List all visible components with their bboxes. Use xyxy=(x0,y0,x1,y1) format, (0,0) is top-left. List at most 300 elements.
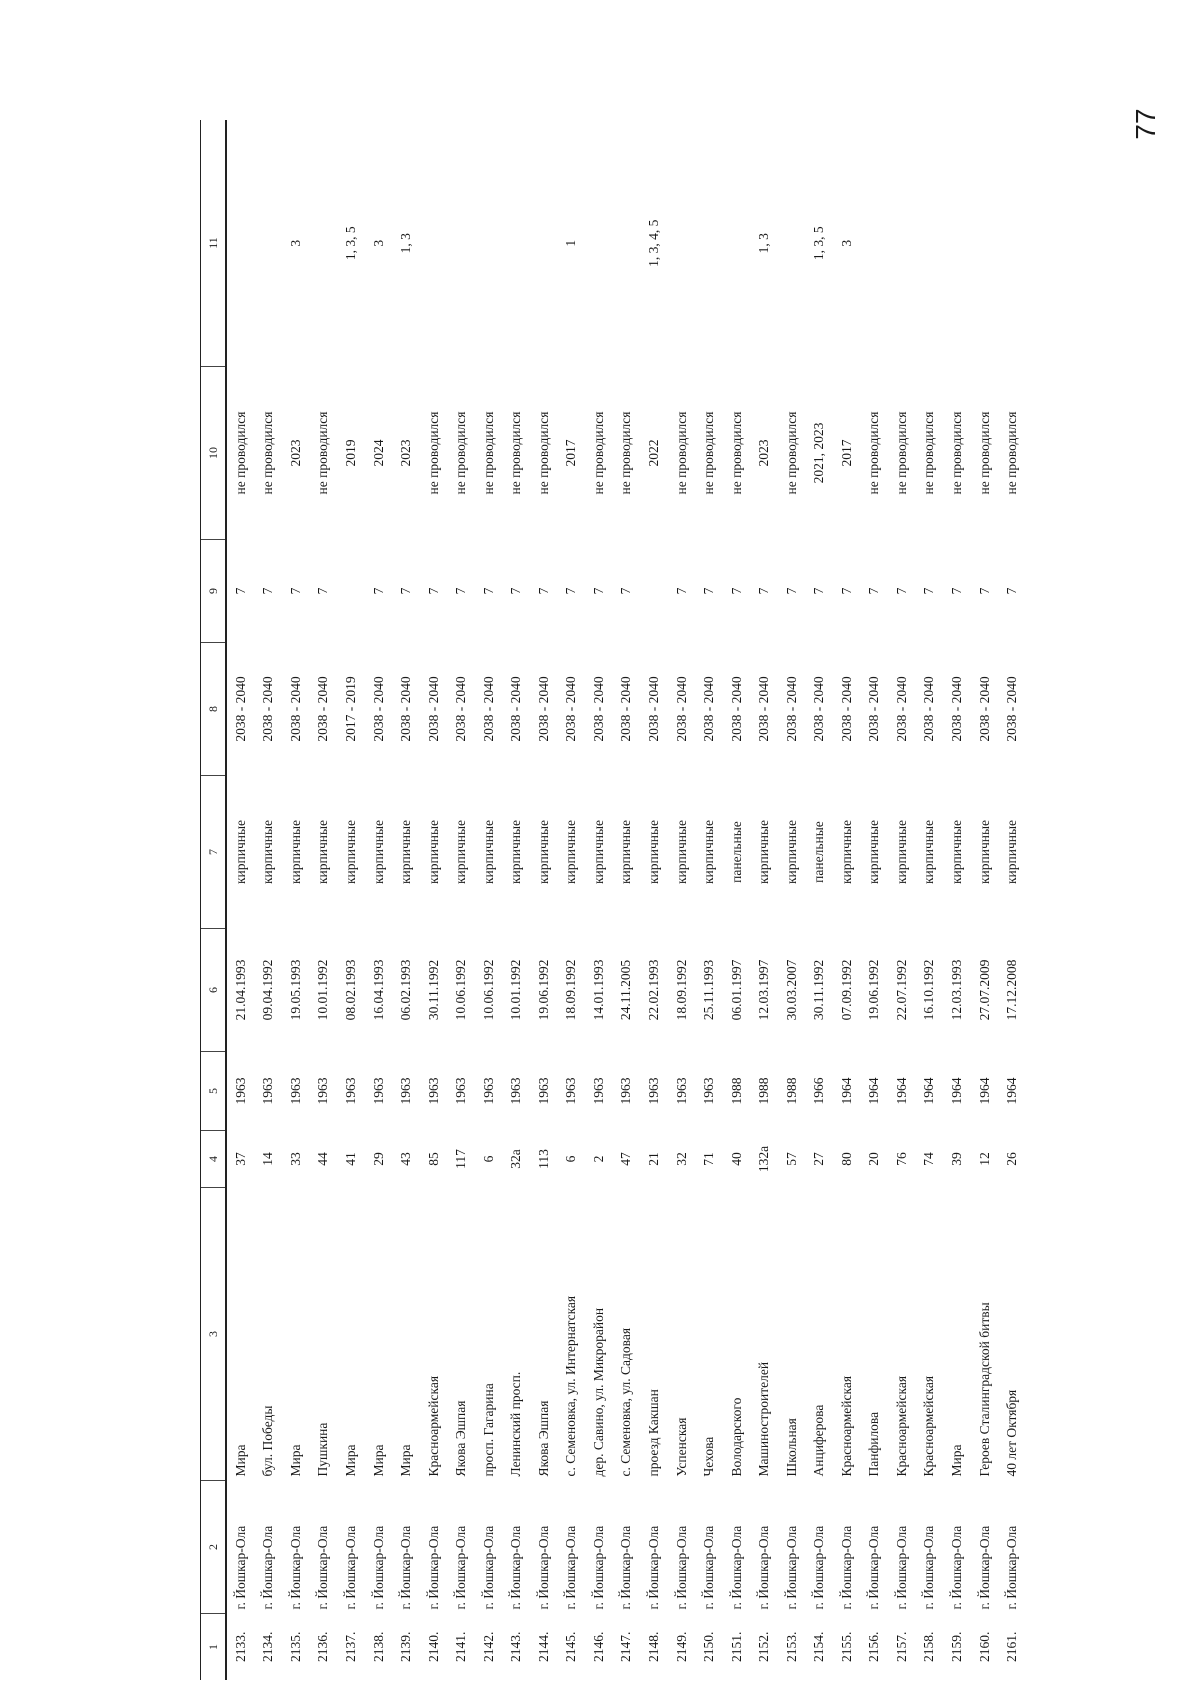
street-cell: проезд Какшан xyxy=(645,1389,661,1477)
city-cell: г. Йошкар-Ола xyxy=(370,1525,386,1610)
date-cell: 14.01.1993 xyxy=(590,959,606,1021)
date-cell: 10.01.1992 xyxy=(315,959,331,1021)
last-repair-cell: 2021, 2023 xyxy=(811,422,827,484)
last-repair-cell: не проводился xyxy=(673,411,689,495)
table-row xyxy=(558,120,586,1680)
last-repair-cell: не проводился xyxy=(1004,411,1020,495)
city-cell: г. Йошкар-Ола xyxy=(342,1525,358,1610)
row-number: 2135. xyxy=(287,1631,303,1662)
year-cell: 1963 xyxy=(508,1077,524,1105)
date-cell: 10.06.1992 xyxy=(453,959,469,1021)
wall-material-cell: кирпичные xyxy=(563,819,579,885)
planned-period-cell: 2038 - 2040 xyxy=(563,676,579,742)
table-row xyxy=(888,120,916,1680)
last-repair-cell: 2023 xyxy=(398,439,414,467)
year-cell: 1963 xyxy=(480,1077,496,1105)
city-cell: г. Йошкар-Ола xyxy=(645,1525,661,1610)
wall-material-cell: кирпичные xyxy=(315,819,331,885)
house-number-cell: 74 xyxy=(921,1152,937,1166)
planned-period-cell: 2038 - 2040 xyxy=(1004,676,1020,742)
year-cell: 1964 xyxy=(866,1077,882,1105)
works-cell: 1, 3, 5 xyxy=(342,226,358,261)
column-9-cell: 7 xyxy=(811,587,827,595)
row-number: 2150. xyxy=(701,1631,717,1662)
date-cell: 24.11.2005 xyxy=(618,959,634,1021)
last-repair-cell: не проводился xyxy=(508,411,524,495)
date-cell: 22.07.1992 xyxy=(893,959,909,1021)
works-cell xyxy=(475,120,503,367)
table-row xyxy=(695,120,723,1680)
works-cell xyxy=(888,120,916,367)
city-cell: г. Йошкар-Ола xyxy=(535,1525,551,1610)
planned-period-cell: 2038 - 2040 xyxy=(728,676,744,742)
column-9-cell: 7 xyxy=(728,587,744,595)
year-cell: 1963 xyxy=(370,1077,386,1105)
house-number-cell: 43 xyxy=(398,1152,414,1166)
year-cell: 1963 xyxy=(645,1077,661,1105)
planned-period-cell: 2038 - 2040 xyxy=(370,676,386,742)
row-number: 2138. xyxy=(370,1631,386,1662)
planned-period-cell: 2038 - 2040 xyxy=(783,676,799,742)
planned-period-cell: 2038 - 2040 xyxy=(618,676,634,742)
house-number-cell: 27 xyxy=(811,1152,827,1166)
street-cell: 40 лет Октября xyxy=(1004,1389,1020,1477)
works-cell xyxy=(447,120,475,367)
column-9-cell: 7 xyxy=(948,587,964,595)
column-header: 11 xyxy=(201,120,227,367)
street-cell: Мира xyxy=(287,1444,303,1477)
table-row xyxy=(255,120,283,1680)
date-cell: 07.09.1992 xyxy=(838,959,854,1021)
table-row xyxy=(833,120,861,1680)
date-cell: 19.06.1992 xyxy=(535,959,551,1021)
row-number: 2161. xyxy=(1004,1631,1020,1662)
date-cell: 21.04.1993 xyxy=(232,959,248,1021)
date-cell: 30.03.2007 xyxy=(783,959,799,1021)
city-cell: г. Йошкар-Ола xyxy=(315,1525,331,1610)
planned-period-cell: 2038 - 2040 xyxy=(535,676,551,742)
date-cell: 06.02.1993 xyxy=(398,959,414,1021)
house-number-cell: 132а xyxy=(756,1145,772,1173)
last-repair-cell: не проводился xyxy=(783,411,799,495)
table-row xyxy=(861,120,889,1680)
year-cell: 1964 xyxy=(838,1077,854,1105)
year-cell: 1963 xyxy=(535,1077,551,1105)
date-cell: 10.01.1992 xyxy=(508,959,524,1021)
street-cell: Володарского xyxy=(728,1397,744,1477)
table-row xyxy=(916,120,944,1680)
street-cell: Ленинский просп. xyxy=(508,1371,524,1477)
year-cell: 1963 xyxy=(563,1077,579,1105)
row-number: 2158. xyxy=(921,1631,937,1662)
column-9-cell: 7 xyxy=(563,587,579,595)
row-number: 2159. xyxy=(948,1631,964,1662)
wall-material-cell: кирпичные xyxy=(783,819,799,885)
row-number: 2146. xyxy=(590,1631,606,1662)
last-repair-cell: 2017 xyxy=(838,439,854,467)
column-9-cell: 7 xyxy=(756,587,772,595)
planned-period-cell: 2038 - 2040 xyxy=(645,676,661,742)
street-cell: Панфилова xyxy=(866,1411,882,1477)
street-cell: с. Семеновка, ул. Интернатская xyxy=(563,1295,579,1477)
last-repair-cell: не проводился xyxy=(921,411,937,495)
planned-period-cell: 2038 - 2040 xyxy=(866,676,882,742)
table-row xyxy=(585,120,613,1680)
city-cell: г. Йошкар-Ола xyxy=(756,1525,772,1610)
house-number-cell: 33 xyxy=(287,1152,303,1166)
house-number-cell: 40 xyxy=(728,1152,744,1166)
row-number: 2141. xyxy=(453,1631,469,1662)
works-cell xyxy=(585,120,613,367)
works-cell xyxy=(613,120,641,367)
year-cell: 1963 xyxy=(287,1077,303,1105)
date-cell: 19.06.1992 xyxy=(866,959,882,1021)
table-row xyxy=(640,120,668,1680)
date-cell: 17.12.2008 xyxy=(1004,959,1020,1021)
street-cell: Мира xyxy=(342,1444,358,1477)
street-cell: Мира xyxy=(398,1444,414,1477)
row-number: 2151. xyxy=(728,1631,744,1662)
year-cell: 1963 xyxy=(425,1077,441,1105)
column-9-cell: 7 xyxy=(921,587,937,595)
street-cell: Героев Сталинградской битвы xyxy=(976,1302,992,1477)
house-number-cell: 12 xyxy=(976,1152,992,1166)
works-cell xyxy=(502,120,530,367)
row-number: 2157. xyxy=(893,1631,909,1662)
wall-material-cell: кирпичные xyxy=(453,819,469,885)
wall-material-cell: кирпичные xyxy=(535,819,551,885)
table-row xyxy=(668,120,696,1680)
table-row xyxy=(723,120,751,1680)
row-number: 2140. xyxy=(425,1631,441,1662)
table-row xyxy=(420,120,448,1680)
planned-period-cell: 2038 - 2040 xyxy=(232,676,248,742)
planned-period-cell: 2038 - 2040 xyxy=(287,676,303,742)
date-cell: 16.10.1992 xyxy=(921,959,937,1021)
planned-period-cell: 2038 - 2040 xyxy=(453,676,469,742)
planned-period-cell: 2038 - 2040 xyxy=(398,676,414,742)
works-cell: 3 xyxy=(838,239,854,247)
city-cell: г. Йошкар-Ола xyxy=(287,1525,303,1610)
planned-period-cell: 2038 - 2040 xyxy=(948,676,964,742)
table-row xyxy=(805,120,833,1680)
year-cell: 1964 xyxy=(1004,1077,1020,1105)
street-cell: Красноармейская xyxy=(425,1375,441,1477)
house-number-cell: 29 xyxy=(370,1152,386,1166)
column-9-cell: 7 xyxy=(1004,587,1020,595)
table-body xyxy=(226,120,1026,1680)
column-9-cell: 7 xyxy=(315,587,331,595)
last-repair-cell: не проводился xyxy=(453,411,469,495)
works-cell: 1 xyxy=(563,239,579,247)
street-cell: Чехова xyxy=(701,1436,717,1477)
column-9-cell xyxy=(640,540,668,643)
city-cell: г. Йошкар-Ола xyxy=(921,1525,937,1610)
city-cell: г. Йошкар-Ола xyxy=(398,1525,414,1610)
street-cell: Якова Эшпая xyxy=(453,1400,469,1477)
house-number-cell: 21 xyxy=(645,1152,661,1166)
date-cell: 22.02.1993 xyxy=(645,959,661,1021)
street-cell: Якова Эшпая xyxy=(535,1400,551,1477)
year-cell: 1988 xyxy=(728,1077,744,1105)
works-cell xyxy=(420,120,448,367)
row-number: 2139. xyxy=(398,1631,414,1662)
house-number-cell: 20 xyxy=(866,1152,882,1166)
last-repair-cell: не проводился xyxy=(948,411,964,495)
column-9-cell: 7 xyxy=(976,587,992,595)
wall-material-cell: кирпичные xyxy=(287,819,303,885)
row-number: 2137. xyxy=(342,1631,358,1662)
planned-period-cell: 2017 - 2019 xyxy=(342,676,358,742)
table-row xyxy=(750,120,778,1680)
column-9-cell: 7 xyxy=(453,587,469,595)
city-cell: г. Йошкар-Ола xyxy=(811,1525,827,1610)
house-number-cell: 117 xyxy=(453,1149,469,1169)
year-cell: 1963 xyxy=(232,1077,248,1105)
city-cell: г. Йошкар-Ола xyxy=(838,1525,854,1610)
street-cell: Машиностроителей xyxy=(756,1361,772,1477)
planned-period-cell: 2038 - 2040 xyxy=(756,676,772,742)
table-row xyxy=(778,120,806,1680)
house-number-cell: 2 xyxy=(590,1155,606,1163)
column-9-cell: 7 xyxy=(701,587,717,595)
works-cell xyxy=(530,120,558,367)
year-cell: 1963 xyxy=(398,1077,414,1105)
city-cell: г. Йошкар-Ола xyxy=(893,1525,909,1610)
table-row xyxy=(998,120,1026,1680)
planned-period-cell: 2038 - 2040 xyxy=(508,676,524,742)
street-cell: бул. Победы xyxy=(260,1405,276,1477)
works-cell xyxy=(723,120,751,367)
wall-material-cell: кирпичные xyxy=(921,819,937,885)
row-number: 2156. xyxy=(866,1631,882,1662)
table-row xyxy=(943,120,971,1680)
column-header: 7 xyxy=(201,776,227,929)
year-cell: 1964 xyxy=(921,1077,937,1105)
wall-material-cell: кирпичные xyxy=(701,819,717,885)
street-cell: Мира xyxy=(370,1444,386,1477)
works-cell: 1, 3 xyxy=(398,233,414,254)
table-row xyxy=(392,120,420,1680)
row-number: 2142. xyxy=(480,1631,496,1662)
column-9-cell: 7 xyxy=(838,587,854,595)
house-number-cell: 47 xyxy=(618,1152,634,1166)
column-9-cell: 7 xyxy=(287,587,303,595)
last-repair-cell: не проводился xyxy=(480,411,496,495)
works-cell xyxy=(310,120,338,367)
last-repair-cell: 2022 xyxy=(645,439,661,467)
wall-material-cell: кирпичные xyxy=(398,819,414,885)
table-row xyxy=(337,120,365,1680)
house-number-cell: 85 xyxy=(425,1152,441,1166)
works-cell: 1, 3 xyxy=(756,233,772,254)
house-number-cell: 14 xyxy=(260,1152,276,1166)
house-number-cell: 32 xyxy=(673,1152,689,1166)
works-cell xyxy=(695,120,723,367)
date-cell: 25.11.1993 xyxy=(701,959,717,1021)
year-cell: 1988 xyxy=(756,1077,772,1105)
house-number-cell: 44 xyxy=(315,1152,331,1166)
year-cell: 1963 xyxy=(260,1077,276,1105)
street-cell: Мира xyxy=(948,1444,964,1477)
city-cell: г. Йошкар-Ола xyxy=(866,1525,882,1610)
last-repair-cell: не проводился xyxy=(425,411,441,495)
city-cell: г. Йошкар-Ола xyxy=(590,1525,606,1610)
row-number: 2144. xyxy=(535,1631,551,1662)
house-number-cell: 6 xyxy=(563,1155,579,1163)
date-cell: 16.04.1993 xyxy=(370,959,386,1021)
page-number: 77 xyxy=(1130,108,1161,140)
street-cell: просп. Гагарина xyxy=(480,1383,496,1477)
table-row xyxy=(282,120,310,1680)
wall-material-cell: кирпичные xyxy=(1004,819,1020,885)
last-repair-cell: не проводился xyxy=(535,411,551,495)
year-cell: 1963 xyxy=(673,1077,689,1105)
column-header: 6 xyxy=(201,929,227,1052)
city-cell: г. Йошкар-Ола xyxy=(453,1525,469,1610)
table-row xyxy=(365,120,393,1680)
planned-period-cell: 2038 - 2040 xyxy=(838,676,854,742)
city-cell: г. Йошкар-Ола xyxy=(232,1525,248,1610)
date-cell: 30.11.1992 xyxy=(425,959,441,1021)
row-number: 2155. xyxy=(838,1631,854,1662)
column-9-cell: 7 xyxy=(480,587,496,595)
house-number-cell: 6 xyxy=(480,1155,496,1163)
column-9-cell: 7 xyxy=(893,587,909,595)
planned-period-cell: 2038 - 2040 xyxy=(425,676,441,742)
table-row xyxy=(530,120,558,1680)
row-number: 2152. xyxy=(756,1631,772,1662)
street-cell: Мира xyxy=(232,1444,248,1477)
city-cell: г. Йошкар-Ола xyxy=(948,1525,964,1610)
works-cell: 3 xyxy=(370,239,386,247)
year-cell: 1963 xyxy=(590,1077,606,1105)
house-number-cell: 113 xyxy=(535,1149,551,1169)
column-9-cell: 7 xyxy=(370,587,386,595)
works-cell xyxy=(998,120,1026,367)
column-header: 9 xyxy=(201,540,227,643)
wall-material-cell: кирпичные xyxy=(866,819,882,885)
street-cell: Анциферова xyxy=(811,1404,827,1477)
year-cell: 1963 xyxy=(618,1077,634,1105)
street-cell: Красноармейская xyxy=(838,1375,854,1477)
row-number: 2133. xyxy=(232,1631,248,1662)
street-cell: Успенская xyxy=(673,1417,689,1477)
row-number: 2145. xyxy=(563,1631,579,1662)
house-number-cell: 80 xyxy=(838,1152,854,1166)
row-number: 2160. xyxy=(976,1631,992,1662)
column-header: 5 xyxy=(201,1052,227,1131)
last-repair-cell: не проводился xyxy=(893,411,909,495)
wall-material-cell: кирпичные xyxy=(370,819,386,885)
year-cell: 1964 xyxy=(948,1077,964,1105)
year-cell: 1966 xyxy=(811,1077,827,1105)
works-cell xyxy=(668,120,696,367)
wall-material-cell: кирпичные xyxy=(756,819,772,885)
house-number-cell: 71 xyxy=(701,1152,717,1166)
row-number: 2149. xyxy=(673,1631,689,1662)
table-row xyxy=(310,120,338,1680)
house-number-cell: 76 xyxy=(893,1152,909,1166)
wall-material-cell: кирпичные xyxy=(508,819,524,885)
column-9-cell: 7 xyxy=(535,587,551,595)
row-number: 2136. xyxy=(315,1631,331,1662)
date-cell: 19.05.1993 xyxy=(287,959,303,1021)
rotated-table-wrapper xyxy=(200,120,1020,1680)
city-cell: г. Йошкар-Ола xyxy=(1004,1525,1020,1610)
planned-period-cell: 2038 - 2040 xyxy=(480,676,496,742)
planned-period-cell: 2038 - 2040 xyxy=(673,676,689,742)
works-cell: 1, 3, 4, 5 xyxy=(645,219,661,267)
last-repair-cell: 2023 xyxy=(287,439,303,467)
wall-material-cell: кирпичные xyxy=(480,819,496,885)
wall-material-cell: кирпичные xyxy=(232,819,248,885)
city-cell: г. Йошкар-Ола xyxy=(728,1525,744,1610)
works-cell xyxy=(971,120,999,367)
column-header: 2 xyxy=(201,1481,227,1614)
last-repair-cell: не проводился xyxy=(701,411,717,495)
city-cell: г. Йошкар-Ола xyxy=(618,1525,634,1610)
column-9-cell: 7 xyxy=(398,587,414,595)
year-cell: 1963 xyxy=(701,1077,717,1105)
column-9-cell: 7 xyxy=(783,587,799,595)
column-9-cell: 7 xyxy=(866,587,882,595)
column-header: 10 xyxy=(201,367,227,540)
column-header: 3 xyxy=(201,1188,227,1481)
street-cell: Пушкина xyxy=(315,1422,331,1477)
city-cell: г. Йошкар-Ола xyxy=(563,1525,579,1610)
table-row xyxy=(502,120,530,1680)
row-number: 2134. xyxy=(260,1631,276,1662)
works-cell xyxy=(943,120,971,367)
house-number-cell: 41 xyxy=(342,1152,358,1166)
row-number: 2153. xyxy=(783,1631,799,1662)
works-cell xyxy=(226,120,255,367)
city-cell: г. Йошкар-Ола xyxy=(260,1525,276,1610)
house-number-cell: 32а xyxy=(508,1149,524,1169)
works-cell xyxy=(861,120,889,367)
city-cell: г. Йошкар-Ола xyxy=(425,1525,441,1610)
column-header: 1 xyxy=(201,1614,227,1681)
date-cell: 08.02.1993 xyxy=(342,959,358,1021)
last-repair-cell: 2024 xyxy=(370,439,386,467)
works-cell: 1, 3, 5 xyxy=(811,226,827,261)
column-9-cell: 7 xyxy=(673,587,689,595)
column-number-row xyxy=(201,120,227,1680)
table-row xyxy=(447,120,475,1680)
table-row xyxy=(475,120,503,1680)
last-repair-cell: 2019 xyxy=(342,439,358,467)
city-cell: г. Йошкар-Ола xyxy=(976,1525,992,1610)
date-cell: 12.03.1997 xyxy=(756,959,772,1021)
column-header: 4 xyxy=(201,1131,227,1188)
date-cell: 06.01.1997 xyxy=(728,959,744,1021)
wall-material-cell: кирпичные xyxy=(618,819,634,885)
street-cell: Красноармейская xyxy=(921,1375,937,1477)
column-header: 8 xyxy=(201,643,227,776)
wall-material-cell: кирпичные xyxy=(673,819,689,885)
table-row xyxy=(613,120,641,1680)
works-cell: 3 xyxy=(287,239,303,247)
row-number: 2154. xyxy=(811,1631,827,1662)
city-cell: г. Йошкар-Ола xyxy=(480,1525,496,1610)
column-9-cell: 7 xyxy=(618,587,634,595)
wall-material-cell: кирпичные xyxy=(260,819,276,885)
planned-period-cell: 2038 - 2040 xyxy=(921,676,937,742)
table-row xyxy=(971,120,999,1680)
date-cell: 30.11.1992 xyxy=(811,959,827,1021)
year-cell: 1963 xyxy=(315,1077,331,1105)
